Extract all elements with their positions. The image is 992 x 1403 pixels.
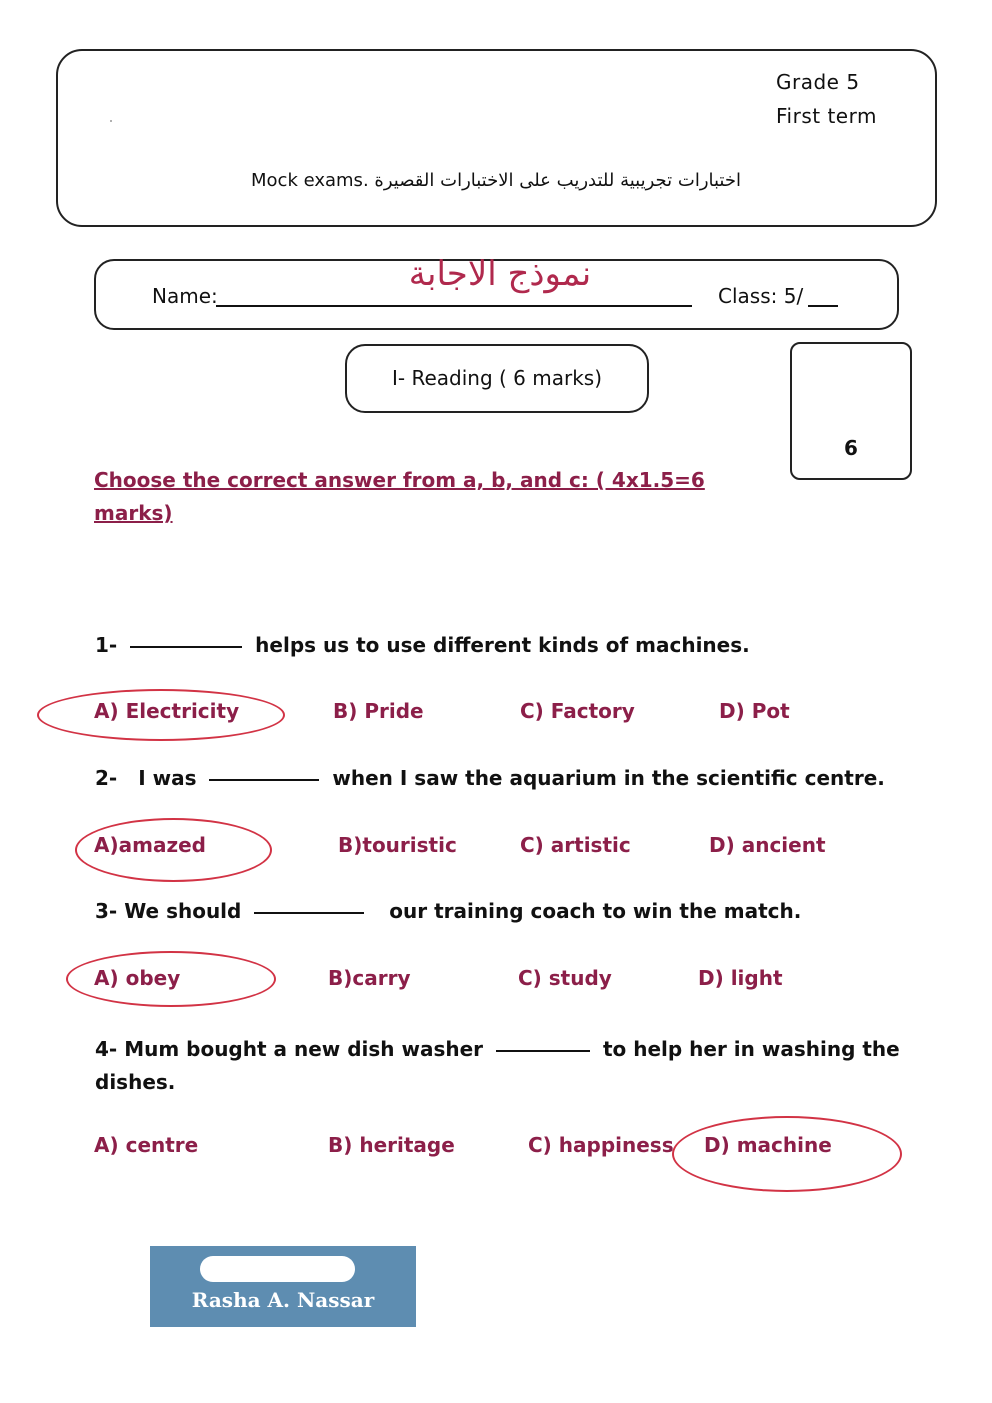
question-3 [95, 899, 801, 923]
signature-scribble [200, 1256, 355, 1282]
instruction: Choose the correct answer from a, b, and c: ( 4x1.5=6 marks) [94, 468, 705, 525]
option-b[interactable]: B)carry [328, 966, 411, 990]
question-4 [95, 1033, 900, 1099]
option-b[interactable]: B) heritage [328, 1133, 455, 1157]
question-number: 3- [95, 899, 118, 923]
question-2 [95, 766, 885, 790]
question-text-after: our training coach to win the match. [389, 899, 802, 923]
question-text-after: to help her in washing the [602, 1037, 900, 1061]
question-text-line2: dishes. [95, 1070, 176, 1094]
question-text-after: helps us to use different kinds of machines. [255, 633, 750, 657]
mock-exams-title [0, 170, 992, 191]
question-number: 4- [95, 1037, 118, 1061]
option-c[interactable]: C) happiness [528, 1133, 674, 1157]
name-line [216, 305, 692, 307]
question-text-before: Mum bought a new dish washer [124, 1037, 484, 1061]
answer-blank [130, 646, 242, 648]
class-label: Class: 5/ [718, 284, 804, 308]
option-a[interactable]: A) centre [94, 1133, 199, 1157]
mock-arabic: اختبارات تجريبية للتدريب على الاختبارات القصيرة [374, 170, 741, 191]
option-b[interactable]: B)touristic [338, 833, 457, 857]
answer-blank [254, 912, 364, 914]
name-label: Name: [152, 284, 218, 308]
name-answer-handwritten: نموذج الاجابة [408, 254, 592, 294]
question-number: 1- [95, 633, 118, 657]
term-label: First term [776, 104, 877, 128]
section-title: I- Reading ( 6 marks) [391, 366, 603, 390]
class-line [808, 305, 838, 307]
answer-blank [209, 779, 319, 781]
option-a[interactable]: A)amazed [94, 833, 206, 857]
question-text-before: We should [124, 899, 242, 923]
option-a[interactable]: A) obey [94, 966, 181, 990]
answer-blank [496, 1050, 590, 1052]
option-c[interactable]: C) artistic [520, 833, 631, 857]
option-d[interactable]: D) machine [704, 1133, 832, 1157]
option-d[interactable]: D) light [698, 966, 783, 990]
question-text-before: I was [138, 766, 197, 790]
question-number: 2- [95, 766, 118, 790]
score-value: 6 [844, 436, 858, 460]
scan-dot [110, 120, 112, 122]
mock-english: Mock exams. [251, 170, 369, 191]
signature-name: Rasha A. Nassar [191, 1288, 375, 1312]
question-1 [95, 633, 750, 657]
option-c[interactable]: C) study [518, 966, 612, 990]
grade-label: Grade 5 [776, 70, 860, 94]
option-c[interactable]: C) Factory [520, 699, 635, 723]
option-b[interactable]: B) Pride [333, 699, 424, 723]
question-text-after: when I saw the aquarium in the scientific centre. [332, 766, 885, 790]
option-d[interactable]: D) Pot [719, 699, 790, 723]
option-a[interactable]: A) Electricity [94, 699, 240, 723]
option-d[interactable]: D) ancient [709, 833, 826, 857]
